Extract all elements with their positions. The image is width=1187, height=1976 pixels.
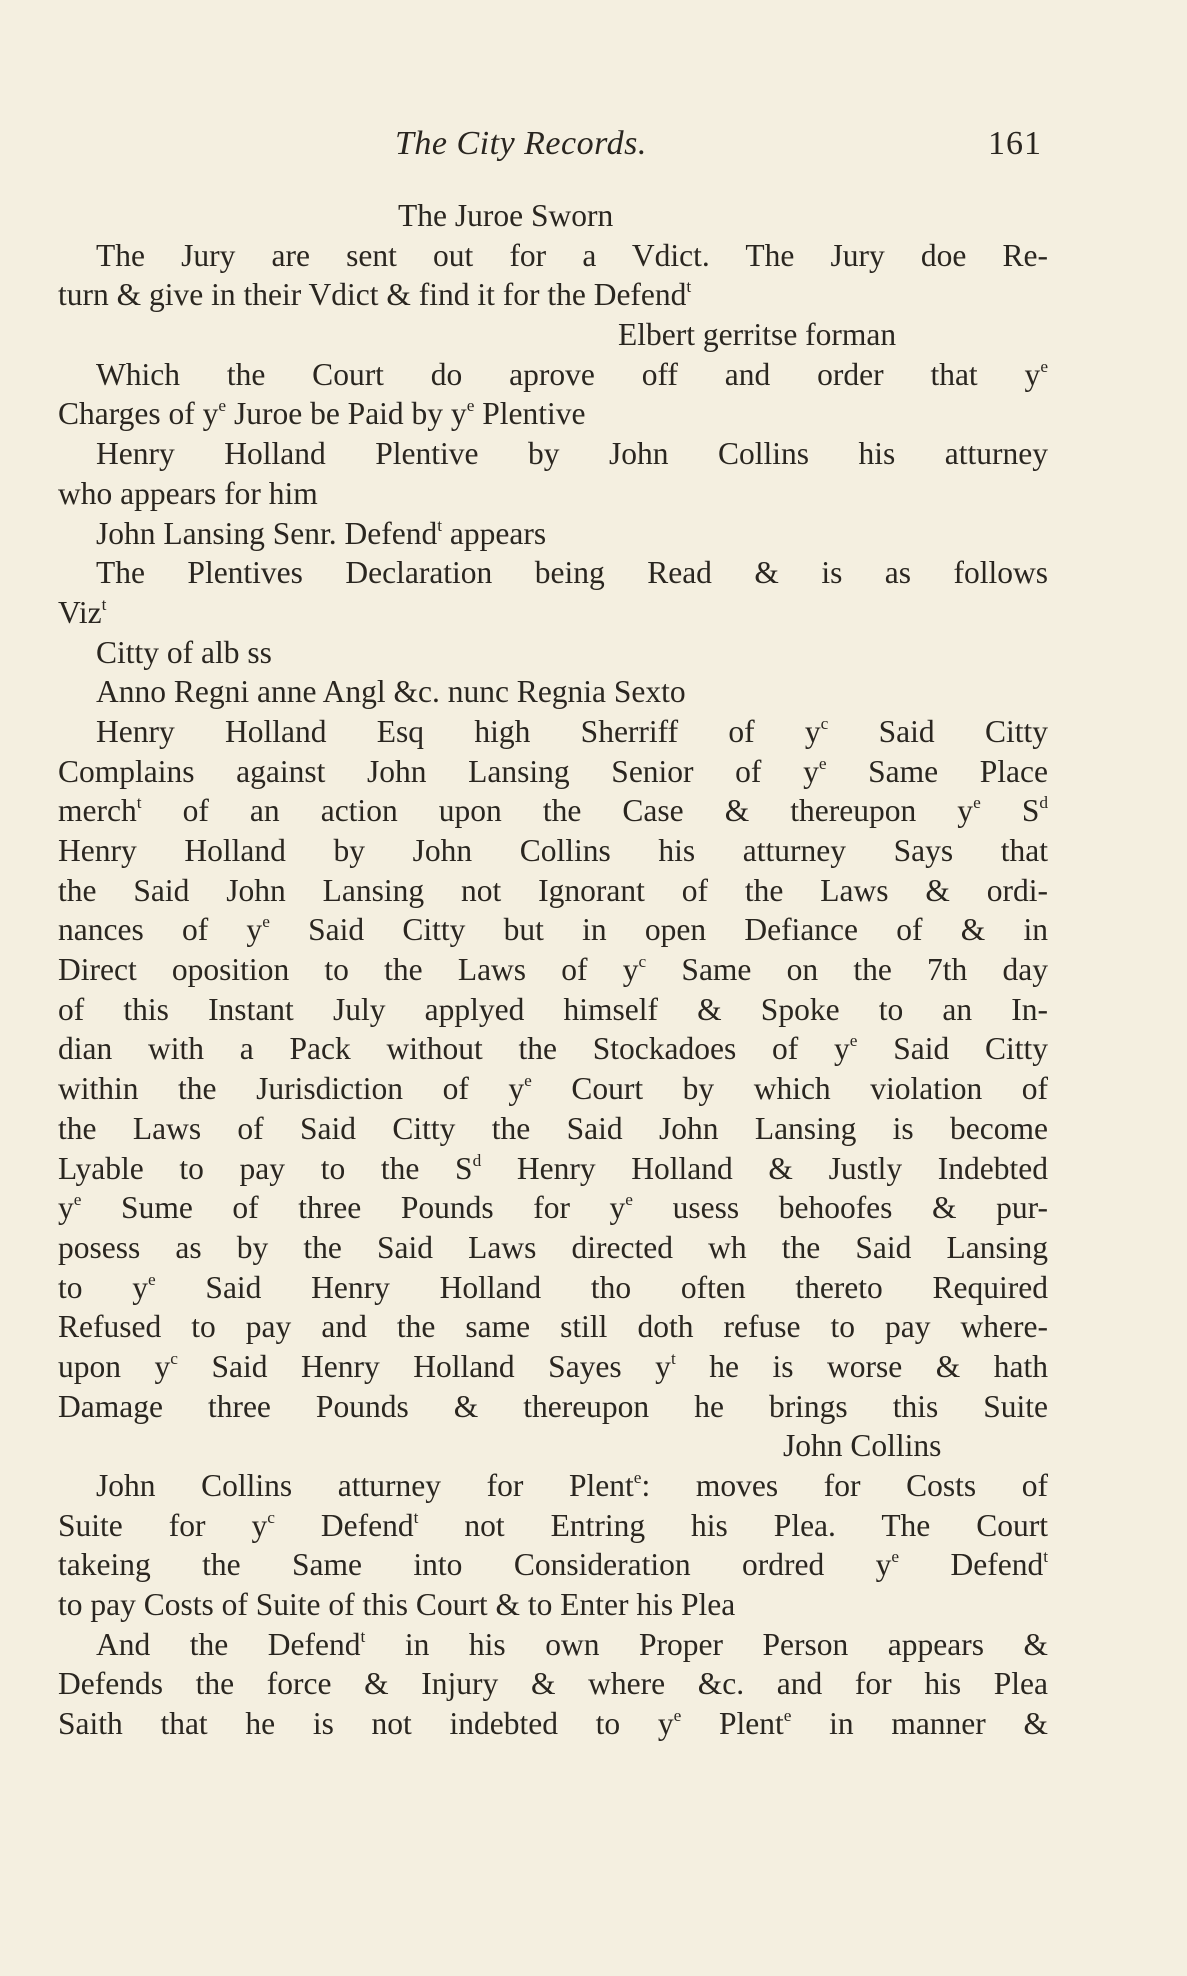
text-line: Viz$^t$ [58,594,107,630]
text-line: the Laws of Said Citty the Said John Lansing is become [58,1110,1048,1146]
text-line: Charges of $y^e$ Juroe be Paid by $y^e$ Plentive [58,396,586,432]
text-line: John Lansing Senr. Defend$^t$ appears [96,515,547,551]
text-line: Damage three Pounds & thereupon he brings this Suite [58,1388,1048,1424]
text-line: dian with a Pack without the Stockadoes of $y^e$ Said Citty [58,1031,1048,1067]
text-line: merch$^t$ of an action upon the Case & thereupon $y^e$ $S^d$ [58,793,1048,829]
text-line: Direct oposition to the Laws of $y^c$ Same on the 7th day [58,952,1049,988]
text-line: Henry Holland Esq high Sherriff of $y^c$ Said Citty [96,713,1048,749]
text-line: The Plentives Declaration being Read & is as follows [96,555,1048,591]
text-line: posess as by the Said Laws directed wh the Said Lansing [58,1229,1048,1265]
text-line: the Said John Lansing not Ignorant of the Laws & ordi- [58,872,1048,908]
text-line: within the Jurisdiction of $y^e$ Court by which violation of [58,1071,1048,1107]
text-line: upon $y^c$ Said Henry Holland Sayes $y^t$ he is worse & hath [58,1348,1048,1384]
text-line: The Juroe Sworn [398,198,614,233]
text-line: Suite for $y^c$ Defend$^t$ not Entring his Plea. The Court [58,1507,1049,1543]
text-line: The Jury are sent out for a Vdict. The Jury doe Re- [96,237,1048,273]
page-header [0,125,1187,175]
text-line: Citty of alb ss [96,634,272,670]
text-line: Anno Regni anne Angl &c. nunc Regnia Sexto [96,674,686,710]
record-body-text [58,196,1048,1744]
text-line: to pay Costs of Suite of this Court & to Enter his Plea [58,1587,736,1623]
text-line: Refused to pay and the same still doth refuse to pay where- [58,1309,1048,1345]
text-line: of this Instant July applyed himself & Spoke to an In- [58,991,1048,1027]
text-line: Which the Court do aprove off and order that $y^e$ [96,356,1048,392]
text-line: Elbert gerritse forman [618,317,897,353]
text-line: nances of $y^e$ Said Citty but in open Defiance of & in [58,912,1048,948]
text-line: John Collins atturney for Plent$^e$: moves for Costs of [96,1468,1048,1503]
text-line: Saith that he is not indebted to $y^e$ Plent$^e$ in manner & [58,1706,1048,1742]
text-line: $y^e$ Sume of three Pounds for $y^e$ usess behoofes & pur- [58,1190,1048,1226]
text-line: Henry Holland Plentive by John Collins his atturney [96,436,1048,472]
text-line: John Collins [783,1428,942,1464]
text-line: who appears for him [58,475,318,511]
text-line: turn & give in their Vdict & find it for the Defend$^t$ [58,277,692,313]
running-title: The City Records. [395,125,647,162]
text-line: And the Defend$^t$ in his own Proper Person appears & [96,1626,1049,1662]
text-line: to $y^e$ Said Henry Holland tho often thereto Required [58,1269,1048,1305]
page-number: 161 [988,125,1042,162]
text-line: Defends the force & Injury & where &c. and for his Plea [58,1666,1048,1702]
text-line: takeing the Same into Consideration ordred $y^e$ Defend$^t$ [58,1547,1049,1583]
text-line: Lyable to pay to the $S^d$ Henry Holland & Justly Indebted [58,1150,1048,1186]
text-line: Complains against John Lansing Senior of $y^e$ Same Place [58,753,1049,789]
text-line: Henry Holland by John Collins his atturney Says that [58,833,1048,868]
